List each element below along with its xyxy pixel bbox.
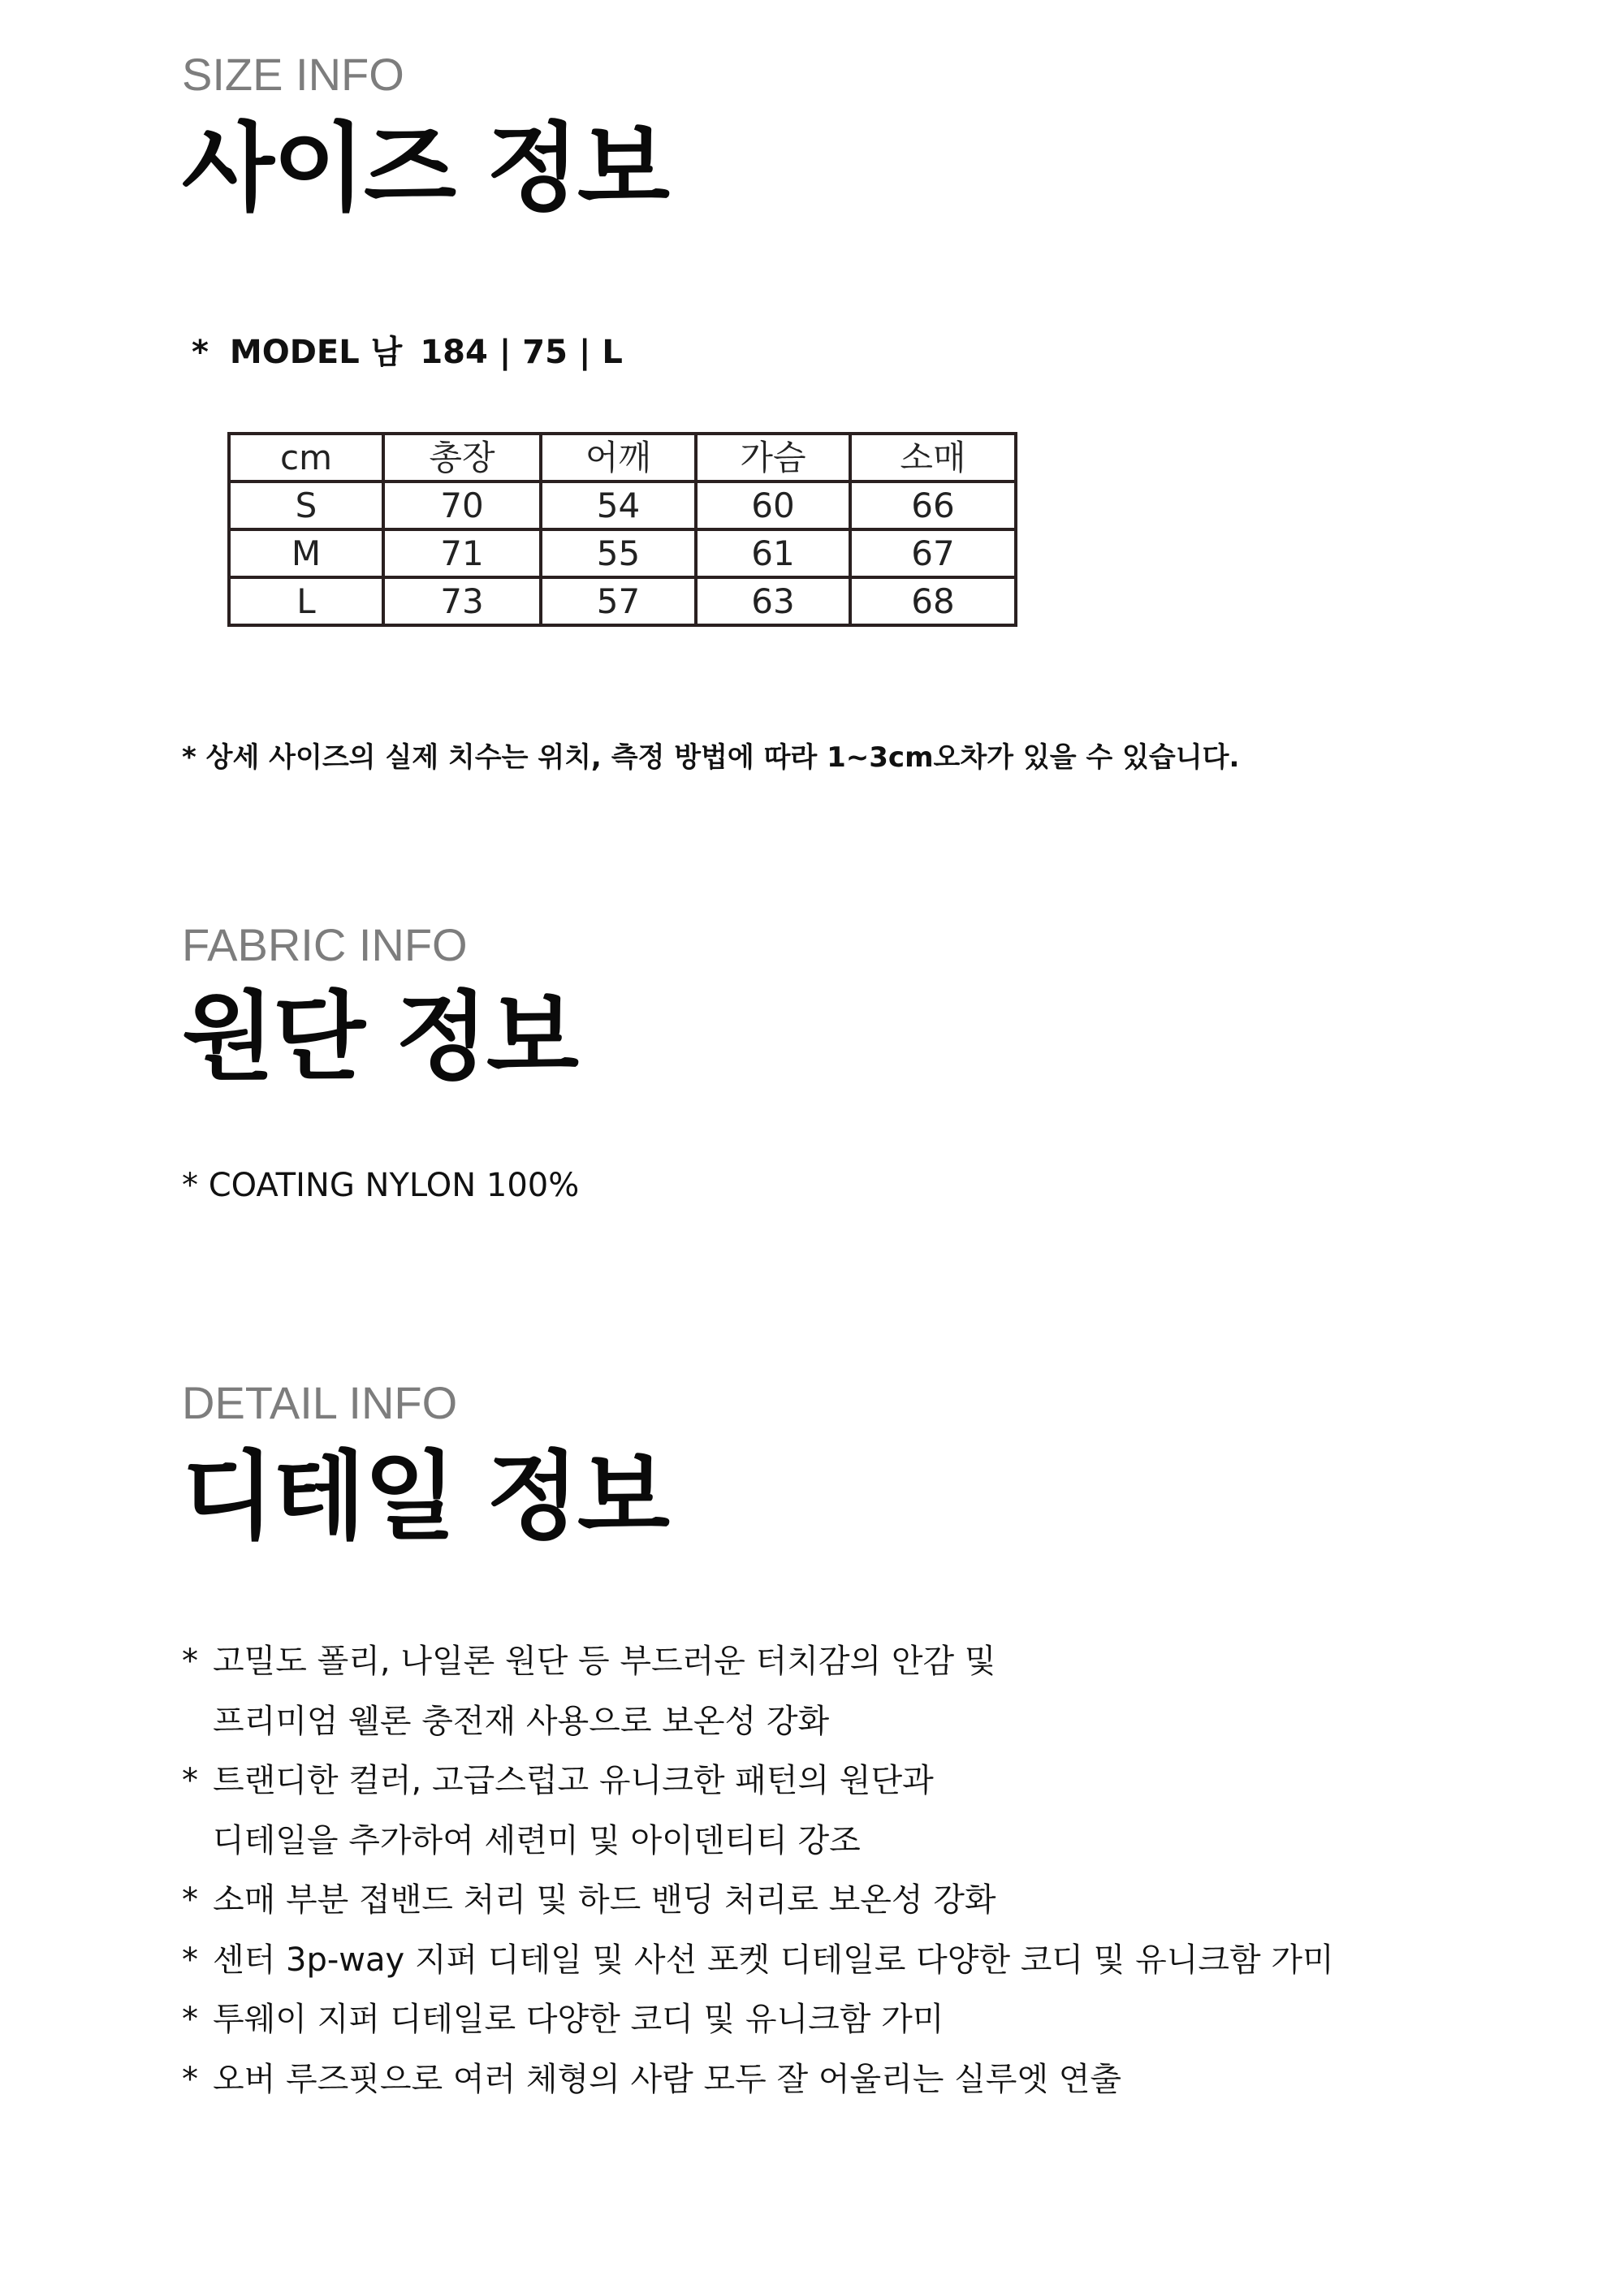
list-item: [182, 2003, 1334, 2063]
size-table-header-row: [229, 434, 1016, 481]
header-cell-chest: 가슴: [696, 434, 850, 481]
detail-text: 센터 3p-way 지퍼 디테일 및 사선 포켓 디테일로 다양한 코디 및 유니크함 가미: [213, 1941, 1334, 1979]
model-label: MODEL 남: [229, 334, 403, 371]
table-cell: 73: [383, 577, 541, 625]
list-item: [182, 1764, 1334, 1824]
table-row: [229, 577, 1016, 625]
size-tolerance-note: * 상세 사이즈의 실제 치수는 위치, 측정 방법에 따라 1~3cm오차가 있을 수 있습니다.: [182, 741, 1240, 774]
bullet-asterisk: *: [182, 2060, 198, 2098]
fabric-info-heading: 원단 정보: [182, 981, 578, 1093]
list-item-continuation: [182, 1702, 1334, 1765]
detail-text: 프리미엄 웰론 충전재 사용으로 보온성 강화: [213, 1702, 830, 1740]
detail-text: 오버 루즈핏으로 여러 체형의 사람 모두 잘 어울리는 실루엣 연출: [213, 2060, 1122, 2098]
header-cell-unit: cm: [229, 434, 383, 481]
fabric-info-eyebrow: FABRIC INFO: [182, 919, 468, 970]
bullet-asterisk: *: [182, 1643, 198, 1680]
table-row: [229, 529, 1016, 577]
model-asterisk: *: [192, 334, 209, 371]
detail-text: 투웨이 지퍼 디테일로 다양한 코디 및 유니크함 가미: [213, 2001, 944, 2038]
table-cell: 60: [696, 481, 850, 529]
table-cell: 54: [541, 481, 696, 529]
size-info-heading: 사이즈 정보: [182, 112, 669, 224]
header-cell-sleeve: 소매: [850, 434, 1016, 481]
table-cell: 67: [850, 529, 1016, 577]
table-cell: 68: [850, 577, 1016, 625]
size-table: [227, 432, 1017, 627]
list-item: [182, 1881, 1334, 1944]
fabric-material: * COATING NYLON 100%: [182, 1167, 580, 1204]
model-info: [192, 336, 623, 369]
detail-text: 소매 부분 접밴드 처리 및 하드 밴딩 처리로 보온성 강화: [213, 1881, 996, 1919]
header-cell-length: 총장: [383, 434, 541, 481]
size-info-eyebrow: SIZE INFO: [182, 49, 404, 100]
table-cell: 71: [383, 529, 541, 577]
table-row: [229, 481, 1016, 529]
bullet-asterisk: *: [182, 1941, 198, 1979]
bullet-asterisk: *: [182, 1762, 198, 1799]
model-stats: 184 | 75 | L: [420, 334, 623, 371]
bullet-asterisk: *: [182, 1881, 198, 1919]
table-cell: 55: [541, 529, 696, 577]
list-item: [182, 1941, 1334, 2004]
table-cell: 70: [383, 481, 541, 529]
detail-text: 디테일을 추가하여 세련미 및 아이덴티티 강조: [213, 1821, 861, 1859]
list-item: [182, 1645, 1334, 1705]
detail-info-eyebrow: DETAIL INFO: [182, 1377, 458, 1428]
detail-text: 고밀도 폴리, 나일론 원단 등 부드러운 터치감의 안감 및: [213, 1643, 996, 1680]
table-cell: 57: [541, 577, 696, 625]
header-cell-shoulder: 어깨: [541, 434, 696, 481]
size-label-cell: M: [229, 529, 383, 577]
detail-list: [182, 1645, 1334, 2122]
size-label-cell: S: [229, 481, 383, 529]
list-item: [182, 2060, 1334, 2123]
bullet-asterisk: *: [182, 2001, 198, 2038]
size-label-cell: L: [229, 577, 383, 625]
detail-text: 트랜디한 컬러, 고급스럽고 유니크한 패턴의 원단과: [213, 1762, 934, 1799]
detail-info-heading: 디테일 정보: [182, 1440, 669, 1552]
table-cell: 61: [696, 529, 850, 577]
table-cell: 66: [850, 481, 1016, 529]
list-item-continuation: [182, 1821, 1334, 1885]
table-cell: 63: [696, 577, 850, 625]
